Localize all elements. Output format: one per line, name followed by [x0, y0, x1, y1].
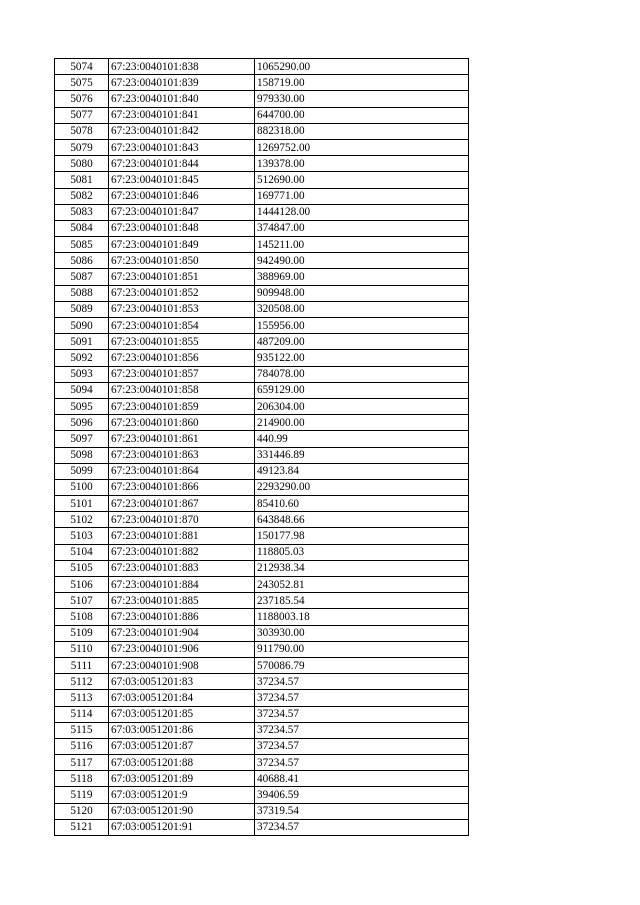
cadastral-number-cell: 67:23:0040101:852	[109, 285, 255, 301]
row-number-cell: 5077	[55, 107, 109, 123]
cadastral-number-cell: 67:23:0040101:882	[109, 544, 255, 560]
cadastral-number-cell: 67:03:0051201:89	[109, 771, 255, 787]
cadastral-value-cell: 388969.00	[255, 269, 469, 285]
row-number-cell: 5120	[55, 803, 109, 819]
cadastral-value-cell: 1444128.00	[255, 204, 469, 220]
cadastral-value-cell: 37234.57	[255, 706, 469, 722]
table-row	[55, 674, 469, 690]
row-number-cell: 5121	[55, 819, 109, 835]
row-number-cell: 5085	[55, 237, 109, 253]
cadastral-value-cell: 320508.00	[255, 301, 469, 317]
cadastral-value-cell: 85410.60	[255, 496, 469, 512]
cadastral-value-cell: 155956.00	[255, 318, 469, 334]
row-number-cell: 5107	[55, 593, 109, 609]
cadastral-value-cell: 643848.66	[255, 512, 469, 528]
cadastral-number-cell: 67:23:0040101:853	[109, 301, 255, 317]
row-number-cell: 5112	[55, 674, 109, 690]
row-number-cell: 5116	[55, 738, 109, 754]
cadastral-number-cell: 67:23:0040101:856	[109, 350, 255, 366]
cadastral-number-cell: 67:23:0040101:849	[109, 237, 255, 253]
cadastral-value-cell: 2293290.00	[255, 479, 469, 495]
cadastral-value-cell: 487209.00	[255, 334, 469, 350]
cadastral-number-cell: 67:23:0040101:847	[109, 204, 255, 220]
cadastral-value-cell: 49123.84	[255, 463, 469, 479]
table-row	[55, 301, 469, 317]
cadastral-value-cell: 784078.00	[255, 366, 469, 382]
cadastral-number-cell: 67:23:0040101:857	[109, 366, 255, 382]
row-number-cell: 5101	[55, 496, 109, 512]
table-row	[55, 463, 469, 479]
row-number-cell: 5076	[55, 91, 109, 107]
cadastral-number-cell: 67:23:0040101:858	[109, 382, 255, 398]
row-number-cell: 5104	[55, 544, 109, 560]
table-body	[55, 59, 469, 836]
cadastral-value-cell: 37234.57	[255, 819, 469, 835]
table-row	[55, 787, 469, 803]
row-number-cell: 5094	[55, 382, 109, 398]
cadastral-number-cell: 67:23:0040101:854	[109, 318, 255, 334]
table-row	[55, 560, 469, 576]
cadastral-number-cell: 67:03:0051201:9	[109, 787, 255, 803]
cadastral-value-cell: 118805.03	[255, 544, 469, 560]
cadastral-value-cell: 570086.79	[255, 657, 469, 673]
table-row	[55, 544, 469, 560]
row-number-cell: 5095	[55, 398, 109, 414]
table-row	[55, 237, 469, 253]
cadastral-value-cell: 942490.00	[255, 253, 469, 269]
cadastral-number-cell: 67:23:0040101:870	[109, 512, 255, 528]
cadastral-value-cell: 206304.00	[255, 398, 469, 414]
row-number-cell: 5093	[55, 366, 109, 382]
cadastral-value-cell: 158719.00	[255, 75, 469, 91]
table-row	[55, 496, 469, 512]
row-number-cell: 5110	[55, 641, 109, 657]
cadastral-value-cell: 37234.57	[255, 722, 469, 738]
table-row	[55, 479, 469, 495]
row-number-cell: 5115	[55, 722, 109, 738]
cadastral-number-cell: 67:23:0040101:838	[109, 59, 255, 75]
table-row	[55, 512, 469, 528]
cadastral-number-cell: 67:03:0051201:88	[109, 755, 255, 771]
cadastral-number-cell: 67:23:0040101:904	[109, 625, 255, 641]
table-row	[55, 269, 469, 285]
table-row	[55, 577, 469, 593]
table-row	[55, 625, 469, 641]
cadastral-number-cell: 67:03:0051201:84	[109, 690, 255, 706]
row-number-cell: 5075	[55, 75, 109, 91]
row-number-cell: 5118	[55, 771, 109, 787]
cadastral-value-cell: 644700.00	[255, 107, 469, 123]
row-number-cell: 5089	[55, 301, 109, 317]
table-row	[55, 318, 469, 334]
table-row	[55, 334, 469, 350]
table-row	[55, 657, 469, 673]
table-row	[55, 156, 469, 172]
row-number-cell: 5088	[55, 285, 109, 301]
table-row	[55, 75, 469, 91]
row-number-cell: 5084	[55, 220, 109, 236]
row-number-cell: 5105	[55, 560, 109, 576]
table-row	[55, 139, 469, 155]
cadastral-value-cell: 935122.00	[255, 350, 469, 366]
cadastral-number-cell: 67:23:0040101:866	[109, 479, 255, 495]
cadastral-number-cell: 67:23:0040101:860	[109, 415, 255, 431]
row-number-cell: 5098	[55, 447, 109, 463]
row-number-cell: 5078	[55, 123, 109, 139]
cadastral-value-cell: 331446.89	[255, 447, 469, 463]
cadastral-value-cell: 37234.57	[255, 674, 469, 690]
table-row	[55, 641, 469, 657]
table-row	[55, 528, 469, 544]
table-row	[55, 172, 469, 188]
cadastral-number-cell: 67:23:0040101:846	[109, 188, 255, 204]
table-row	[55, 204, 469, 220]
row-number-cell: 5080	[55, 156, 109, 172]
cadastral-value-table	[54, 58, 469, 836]
cadastral-number-cell: 67:23:0040101:867	[109, 496, 255, 512]
table-row	[55, 188, 469, 204]
cadastral-number-cell: 67:23:0040101:885	[109, 593, 255, 609]
cadastral-value-cell: 145211.00	[255, 237, 469, 253]
cadastral-value-cell: 512690.00	[255, 172, 469, 188]
cadastral-value-cell: 37234.57	[255, 755, 469, 771]
table-row	[55, 398, 469, 414]
cadastral-value-cell: 212938.34	[255, 560, 469, 576]
cadastral-value-cell: 37234.57	[255, 690, 469, 706]
cadastral-value-cell: 374847.00	[255, 220, 469, 236]
row-number-cell: 5103	[55, 528, 109, 544]
cadastral-number-cell: 67:23:0040101:881	[109, 528, 255, 544]
row-number-cell: 5099	[55, 463, 109, 479]
cadastral-number-cell: 67:23:0040101:863	[109, 447, 255, 463]
row-number-cell: 5108	[55, 609, 109, 625]
cadastral-number-cell: 67:23:0040101:844	[109, 156, 255, 172]
cadastral-number-cell: 67:23:0040101:864	[109, 463, 255, 479]
cadastral-value-cell: 911790.00	[255, 641, 469, 657]
table-row	[55, 706, 469, 722]
table-row	[55, 803, 469, 819]
cadastral-value-cell: 169771.00	[255, 188, 469, 204]
cadastral-value-cell: 303930.00	[255, 625, 469, 641]
cadastral-number-cell: 67:03:0051201:85	[109, 706, 255, 722]
cadastral-value-cell: 440.99	[255, 431, 469, 447]
row-number-cell: 5097	[55, 431, 109, 447]
table-row	[55, 755, 469, 771]
cadastral-number-cell: 67:23:0040101:886	[109, 609, 255, 625]
row-number-cell: 5096	[55, 415, 109, 431]
row-number-cell: 5081	[55, 172, 109, 188]
cadastral-number-cell: 67:23:0040101:848	[109, 220, 255, 236]
cadastral-value-cell: 909948.00	[255, 285, 469, 301]
row-number-cell: 5087	[55, 269, 109, 285]
cadastral-value-cell: 237185.54	[255, 593, 469, 609]
cadastral-number-cell: 67:23:0040101:861	[109, 431, 255, 447]
cadastral-value-cell: 882318.00	[255, 123, 469, 139]
cadastral-value-cell: 1188003.18	[255, 609, 469, 625]
cadastral-number-cell: 67:23:0040101:839	[109, 75, 255, 91]
table-row	[55, 738, 469, 754]
cadastral-number-cell: 67:03:0051201:87	[109, 738, 255, 754]
row-number-cell: 5082	[55, 188, 109, 204]
table-row	[55, 59, 469, 75]
table-row	[55, 819, 469, 835]
table-row	[55, 220, 469, 236]
cadastral-value-cell: 979330.00	[255, 91, 469, 107]
row-number-cell: 5102	[55, 512, 109, 528]
cadastral-number-cell: 67:23:0040101:850	[109, 253, 255, 269]
table-row	[55, 415, 469, 431]
row-number-cell: 5106	[55, 577, 109, 593]
cadastral-value-cell: 243052.81	[255, 577, 469, 593]
table-row	[55, 593, 469, 609]
cadastral-value-cell: 39406.59	[255, 787, 469, 803]
cadastral-number-cell: 67:03:0051201:86	[109, 722, 255, 738]
table-row	[55, 382, 469, 398]
row-number-cell: 5092	[55, 350, 109, 366]
row-number-cell: 5114	[55, 706, 109, 722]
row-number-cell: 5083	[55, 204, 109, 220]
row-number-cell: 5109	[55, 625, 109, 641]
cadastral-value-cell: 214900.00	[255, 415, 469, 431]
table-row	[55, 253, 469, 269]
table-row	[55, 107, 469, 123]
cadastral-number-cell: 67:23:0040101:859	[109, 398, 255, 414]
table-row	[55, 366, 469, 382]
table-row	[55, 350, 469, 366]
row-number-cell: 5086	[55, 253, 109, 269]
cadastral-number-cell: 67:23:0040101:884	[109, 577, 255, 593]
cadastral-value-cell: 37234.57	[255, 738, 469, 754]
cadastral-number-cell: 67:23:0040101:843	[109, 139, 255, 155]
table-row	[55, 431, 469, 447]
cadastral-number-cell: 67:23:0040101:842	[109, 123, 255, 139]
row-number-cell: 5091	[55, 334, 109, 350]
cadastral-value-cell: 1269752.00	[255, 139, 469, 155]
row-number-cell: 5113	[55, 690, 109, 706]
row-number-cell: 5074	[55, 59, 109, 75]
cadastral-value-cell: 37319.54	[255, 803, 469, 819]
row-number-cell: 5079	[55, 139, 109, 155]
cadastral-number-cell: 67:23:0040101:855	[109, 334, 255, 350]
cadastral-number-cell: 67:23:0040101:841	[109, 107, 255, 123]
cadastral-number-cell: 67:03:0051201:90	[109, 803, 255, 819]
cadastral-number-cell: 67:03:0051201:83	[109, 674, 255, 690]
row-number-cell: 5111	[55, 657, 109, 673]
row-number-cell: 5090	[55, 318, 109, 334]
cadastral-number-cell: 67:23:0040101:840	[109, 91, 255, 107]
cadastral-value-cell: 659129.00	[255, 382, 469, 398]
cadastral-number-cell: 67:23:0040101:908	[109, 657, 255, 673]
cadastral-value-cell: 150177.98	[255, 528, 469, 544]
table-row	[55, 447, 469, 463]
table-row	[55, 285, 469, 301]
table-row	[55, 123, 469, 139]
cadastral-number-cell: 67:23:0040101:845	[109, 172, 255, 188]
cadastral-number-cell: 67:23:0040101:906	[109, 641, 255, 657]
table-row	[55, 690, 469, 706]
cadastral-value-cell: 40688.41	[255, 771, 469, 787]
cadastral-value-cell: 1065290.00	[255, 59, 469, 75]
row-number-cell: 5117	[55, 755, 109, 771]
table-row	[55, 609, 469, 625]
cadastral-number-cell: 67:23:0040101:883	[109, 560, 255, 576]
table-row	[55, 91, 469, 107]
table-row	[55, 722, 469, 738]
cadastral-number-cell: 67:03:0051201:91	[109, 819, 255, 835]
row-number-cell: 5100	[55, 479, 109, 495]
cadastral-number-cell: 67:23:0040101:851	[109, 269, 255, 285]
table-row	[55, 771, 469, 787]
cadastral-value-cell: 139378.00	[255, 156, 469, 172]
row-number-cell: 5119	[55, 787, 109, 803]
